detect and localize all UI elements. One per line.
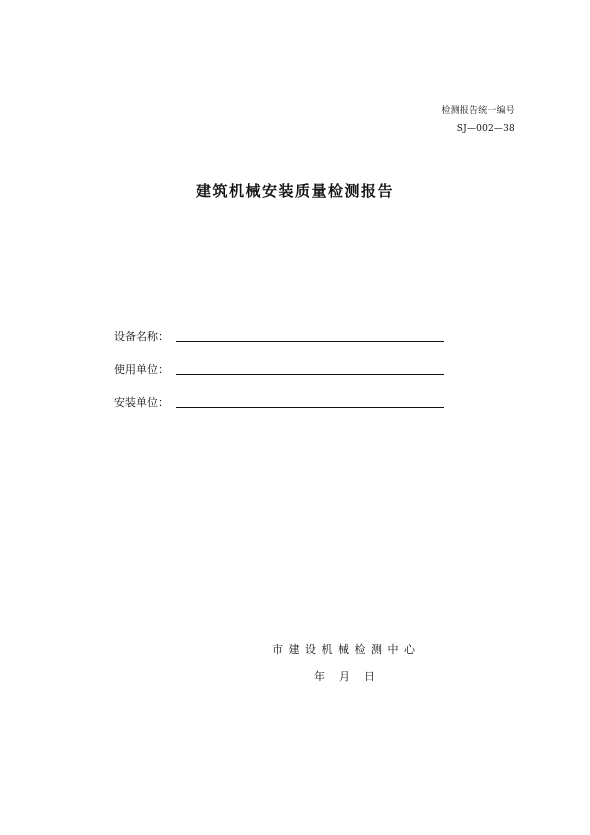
field-installer-unit xyxy=(114,390,444,410)
document-title: 建筑机械安装质量检测报告 xyxy=(195,182,394,200)
report-code-block xyxy=(441,102,515,138)
issuing-organization: 市建设机械检测中心 xyxy=(272,643,421,656)
field-line-installer-unit[interactable] xyxy=(176,407,444,408)
date-month-label: 月 xyxy=(339,670,350,683)
report-number: SJ—002—38 xyxy=(456,124,515,134)
field-label-installer-unit: 安装单位： xyxy=(114,396,169,409)
issue-date xyxy=(314,668,375,684)
date-year-label: 年 xyxy=(314,670,325,683)
field-line-equipment-name[interactable] xyxy=(176,341,444,342)
report-number-label: 检测报告统一编号 xyxy=(441,106,515,116)
field-user-unit xyxy=(114,357,444,377)
field-label-user-unit: 使用单位： xyxy=(114,363,169,376)
field-equipment-name xyxy=(114,324,444,344)
field-label-equipment-name: 设备名称： xyxy=(114,330,169,343)
date-day-label: 日 xyxy=(364,670,375,683)
field-line-user-unit[interactable] xyxy=(176,374,444,375)
